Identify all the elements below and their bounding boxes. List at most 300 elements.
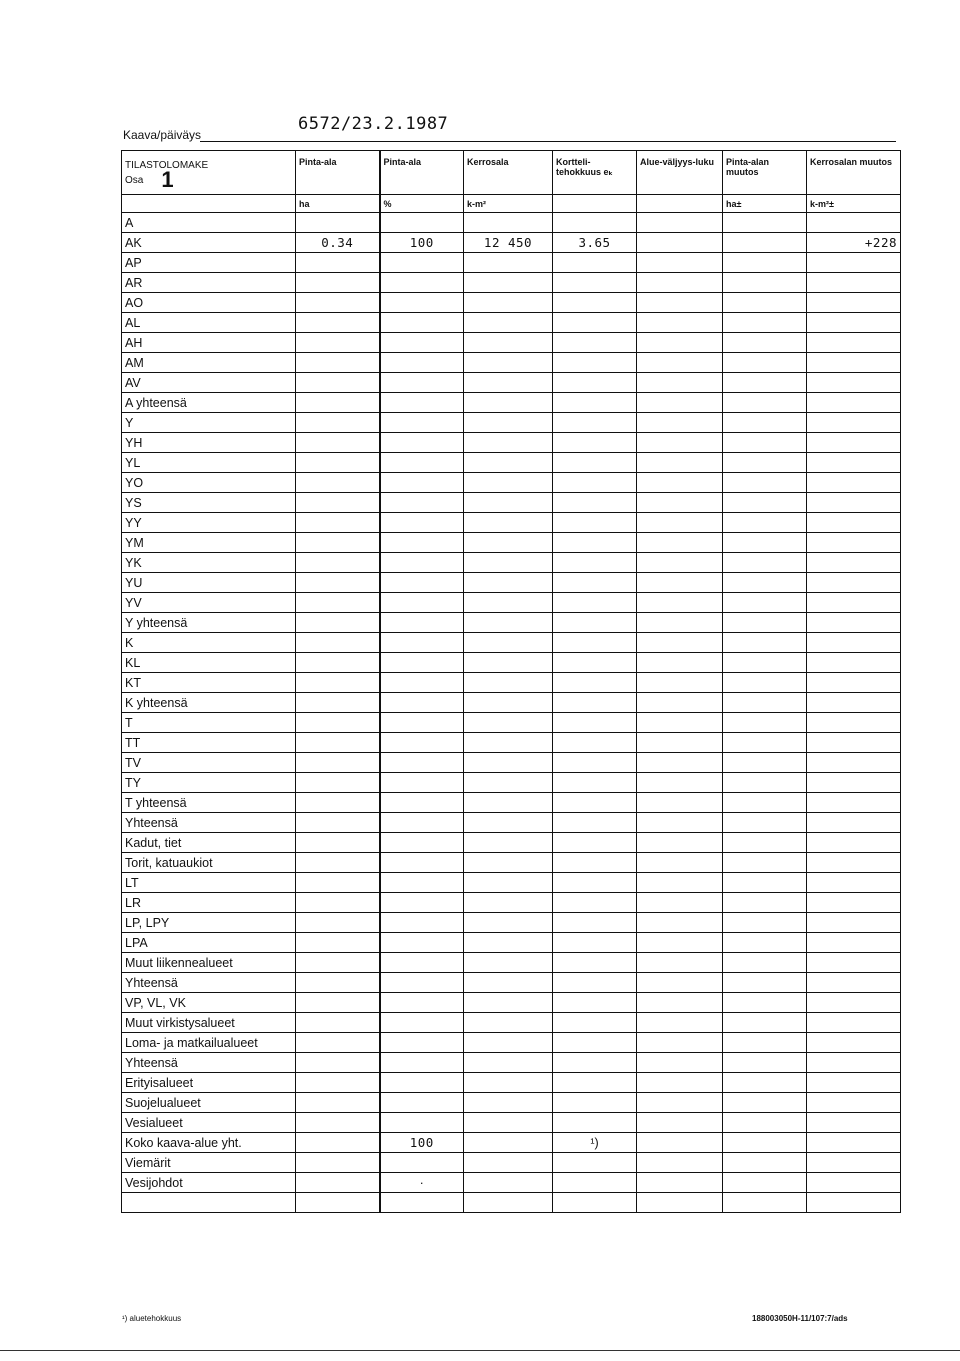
value-cell	[807, 333, 901, 353]
value-cell	[296, 473, 380, 493]
value-cell	[380, 893, 464, 913]
value-cell	[723, 453, 807, 473]
column-header: Kerrosalan muutos	[807, 151, 901, 195]
value-cell	[380, 253, 464, 273]
value-cell	[723, 253, 807, 273]
value-cell	[723, 533, 807, 553]
value-cell	[807, 933, 901, 953]
value-cell	[553, 213, 637, 233]
value-cell	[553, 913, 637, 933]
value-cell	[637, 893, 723, 913]
table-row	[122, 953, 901, 973]
value-cell: 100	[380, 1133, 464, 1153]
table-row	[122, 973, 901, 993]
value-cell	[723, 593, 807, 613]
value-cell	[464, 1133, 553, 1153]
value-cell	[637, 1013, 723, 1033]
value-cell	[464, 833, 553, 853]
value-cell	[296, 713, 380, 733]
table-row	[122, 1153, 901, 1173]
table-row	[122, 373, 901, 393]
value-cell	[723, 1073, 807, 1093]
value-cell	[380, 873, 464, 893]
row-label: Yhteensä	[122, 1053, 296, 1073]
value-cell	[723, 553, 807, 573]
value-cell	[807, 1033, 901, 1053]
value-cell	[553, 653, 637, 673]
value-cell	[637, 913, 723, 933]
column-header: Kortteli-tehokkuus eₖ	[553, 151, 637, 195]
value-cell	[464, 633, 553, 653]
value-cell	[553, 593, 637, 613]
value-cell	[464, 393, 553, 413]
value-cell	[296, 573, 380, 593]
table-row	[122, 873, 901, 893]
unit-cell	[122, 195, 296, 213]
table-row	[122, 673, 901, 693]
value-cell	[637, 493, 723, 513]
value-cell	[807, 813, 901, 833]
value-cell	[807, 833, 901, 853]
value-cell	[380, 313, 464, 333]
row-label: Loma- ja matkailualueet	[122, 1033, 296, 1053]
table-row	[122, 393, 901, 413]
value-cell	[464, 1153, 553, 1173]
value-cell	[380, 333, 464, 353]
value-cell	[380, 993, 464, 1013]
value-cell	[807, 413, 901, 433]
value-cell	[723, 293, 807, 313]
table-row	[122, 853, 901, 873]
value-cell	[380, 1153, 464, 1173]
row-label	[122, 1193, 296, 1213]
value-cell	[380, 1113, 464, 1133]
value-cell	[553, 1073, 637, 1093]
row-label: KT	[122, 673, 296, 693]
value-cell	[807, 293, 901, 313]
value-cell	[723, 393, 807, 413]
footnote: ¹) aluetehokkuus	[122, 1314, 182, 1323]
value-cell: ¹)	[553, 1133, 637, 1153]
value-cell: +228	[807, 233, 901, 253]
table-row	[122, 313, 901, 333]
value-cell	[296, 853, 380, 873]
value-cell	[553, 793, 637, 813]
value-cell	[637, 713, 723, 733]
value-cell	[380, 833, 464, 853]
value-cell	[380, 453, 464, 473]
value-cell	[807, 593, 901, 613]
value-cell	[723, 413, 807, 433]
value-cell	[723, 793, 807, 813]
row-label: AK	[122, 233, 296, 253]
value-cell	[807, 893, 901, 913]
value-cell	[637, 813, 723, 833]
unit-cell: %	[380, 195, 464, 213]
value-cell	[637, 853, 723, 873]
unit-cell: k-m²±	[807, 195, 901, 213]
value-cell	[553, 433, 637, 453]
table-row	[122, 1013, 901, 1033]
row-label: LPA	[122, 933, 296, 953]
value-cell	[807, 1093, 901, 1113]
table-row	[122, 913, 901, 933]
value-cell	[464, 293, 553, 313]
value-cell	[380, 973, 464, 993]
value-cell	[464, 473, 553, 493]
table-row	[122, 773, 901, 793]
value-cell	[296, 1113, 380, 1133]
table-row	[122, 1113, 901, 1133]
value-cell	[380, 293, 464, 313]
value-cell	[723, 853, 807, 873]
row-label: Koko kaava-alue yht.	[122, 1133, 296, 1153]
value-cell	[464, 713, 553, 733]
value-cell	[296, 533, 380, 553]
value-cell	[807, 953, 901, 973]
value-cell	[723, 493, 807, 513]
value-cell	[807, 1153, 901, 1173]
osa-label: Osa	[125, 175, 144, 186]
value-cell	[723, 473, 807, 493]
table-row	[122, 253, 901, 273]
value-cell	[553, 993, 637, 1013]
value-cell	[380, 773, 464, 793]
value-cell	[637, 833, 723, 853]
value-cell	[553, 1113, 637, 1133]
value-cell	[807, 573, 901, 593]
value-cell	[723, 573, 807, 593]
table-row	[122, 213, 901, 233]
value-cell	[723, 1173, 807, 1193]
table-row	[122, 693, 901, 713]
table-row	[122, 593, 901, 613]
value-cell	[464, 813, 553, 833]
row-label: AO	[122, 293, 296, 313]
value-cell	[553, 853, 637, 873]
value-cell	[380, 373, 464, 393]
value-cell	[637, 733, 723, 753]
value-cell	[637, 413, 723, 433]
unit-cell: ha±	[723, 195, 807, 213]
row-label: TY	[122, 773, 296, 793]
value-cell	[637, 333, 723, 353]
value-cell	[807, 653, 901, 673]
row-label: A	[122, 213, 296, 233]
value-cell	[464, 1113, 553, 1133]
table-row	[122, 1093, 901, 1113]
value-cell	[553, 273, 637, 293]
value-cell	[296, 313, 380, 333]
value-cell	[637, 373, 723, 393]
row-label: A yhteensä	[122, 393, 296, 413]
value-cell	[296, 1193, 380, 1213]
table-row	[122, 813, 901, 833]
value-cell	[296, 453, 380, 473]
value-cell	[296, 553, 380, 573]
value-cell	[553, 1093, 637, 1113]
value-cell	[807, 1073, 901, 1093]
row-label: YK	[122, 553, 296, 573]
value-cell	[380, 633, 464, 653]
value-cell	[380, 853, 464, 873]
value-cell	[637, 773, 723, 793]
value-cell	[553, 493, 637, 513]
row-label: YL	[122, 453, 296, 473]
value-cell	[723, 713, 807, 733]
row-label: Viemärit	[122, 1153, 296, 1173]
value-cell	[553, 1153, 637, 1173]
value-cell	[807, 1113, 901, 1133]
value-cell	[807, 553, 901, 573]
row-label: YU	[122, 573, 296, 593]
value-cell	[807, 633, 901, 653]
value-cell	[553, 833, 637, 853]
value-cell	[723, 1153, 807, 1173]
value-cell	[807, 473, 901, 493]
row-label: AH	[122, 333, 296, 353]
value-cell	[380, 513, 464, 533]
value-cell	[807, 1173, 901, 1193]
value-cell	[464, 693, 553, 713]
value-cell	[553, 373, 637, 393]
value-cell	[464, 433, 553, 453]
table-row	[122, 533, 901, 553]
value-cell	[723, 913, 807, 933]
value-cell	[464, 973, 553, 993]
value-cell	[464, 613, 553, 633]
value-cell	[723, 373, 807, 393]
row-label: YO	[122, 473, 296, 493]
value-cell	[723, 753, 807, 773]
value-cell	[464, 1013, 553, 1033]
value-cell	[637, 573, 723, 593]
value-cell	[464, 893, 553, 913]
value-cell	[723, 953, 807, 973]
value-cell	[807, 513, 901, 533]
row-label: LR	[122, 893, 296, 913]
statistics-form-table	[121, 150, 901, 1213]
value-cell	[380, 1053, 464, 1073]
value-cell	[464, 853, 553, 873]
table-row	[122, 1053, 901, 1073]
value-cell	[464, 593, 553, 613]
value-cell	[553, 513, 637, 533]
value-cell	[723, 433, 807, 453]
value-cell	[380, 733, 464, 753]
row-label: Yhteensä	[122, 973, 296, 993]
value-cell	[723, 513, 807, 533]
value-cell	[807, 733, 901, 753]
value-cell	[807, 973, 901, 993]
column-header: Pinta-ala	[380, 151, 464, 195]
table-row	[122, 733, 901, 753]
value-cell	[723, 233, 807, 253]
value-cell	[807, 493, 901, 513]
table-row	[122, 573, 901, 593]
value-cell	[464, 253, 553, 273]
value-cell	[807, 433, 901, 453]
value-cell	[380, 493, 464, 513]
value-cell	[380, 573, 464, 593]
table-row	[122, 473, 901, 493]
value-cell	[723, 1193, 807, 1213]
table-row	[122, 833, 901, 853]
value-cell	[723, 733, 807, 753]
value-cell	[723, 773, 807, 793]
value-cell	[553, 313, 637, 333]
value-cell	[553, 953, 637, 973]
value-cell	[464, 913, 553, 933]
row-label: AL	[122, 313, 296, 333]
value-cell	[464, 953, 553, 973]
value-cell	[723, 653, 807, 673]
value-cell	[807, 713, 901, 733]
form-code: 188003050H-11/107:7/ads	[752, 1314, 848, 1323]
value-cell	[807, 693, 901, 713]
value-cell	[637, 253, 723, 273]
table-row	[122, 993, 901, 1013]
value-cell	[553, 1193, 637, 1213]
value-cell	[464, 313, 553, 333]
value-cell	[380, 533, 464, 553]
value-cell: ·	[380, 1173, 464, 1193]
table-row	[122, 1133, 901, 1153]
value-cell	[553, 1173, 637, 1193]
value-cell	[296, 813, 380, 833]
value-cell	[553, 933, 637, 953]
value-cell	[296, 753, 380, 773]
value-cell	[380, 353, 464, 373]
value-cell	[637, 753, 723, 773]
column-header: Pinta-ala	[296, 151, 380, 195]
value-cell	[380, 413, 464, 433]
table-row	[122, 793, 901, 813]
form-title-cell	[122, 151, 296, 195]
value-cell	[553, 293, 637, 313]
value-cell	[637, 873, 723, 893]
value-cell	[380, 693, 464, 713]
value-cell	[553, 473, 637, 493]
value-cell	[464, 793, 553, 813]
value-cell	[807, 1133, 901, 1153]
row-label: LP, LPY	[122, 913, 296, 933]
value-cell	[380, 553, 464, 573]
value-cell	[637, 933, 723, 953]
value-cell	[464, 273, 553, 293]
table-row	[122, 633, 901, 653]
value-cell	[723, 633, 807, 653]
value-cell	[464, 453, 553, 473]
value-cell	[553, 813, 637, 833]
value-cell	[296, 413, 380, 433]
table-row	[122, 453, 901, 473]
table-row	[122, 293, 901, 313]
value-cell	[296, 373, 380, 393]
row-label: Erityisalueet	[122, 1073, 296, 1093]
value-cell	[553, 893, 637, 913]
value-cell	[637, 353, 723, 373]
row-label: Muut liikennealueet	[122, 953, 296, 973]
date-value: 6572/23.2.1987	[298, 114, 449, 134]
value-cell	[637, 1093, 723, 1113]
value-cell	[807, 1013, 901, 1033]
value-cell	[637, 393, 723, 413]
row-label: Suojelualueet	[122, 1093, 296, 1113]
value-cell	[464, 773, 553, 793]
value-cell	[723, 1013, 807, 1033]
value-cell	[296, 353, 380, 373]
value-cell	[553, 573, 637, 593]
value-cell	[553, 773, 637, 793]
value-cell	[464, 873, 553, 893]
value-cell	[807, 853, 901, 873]
value-cell	[296, 973, 380, 993]
value-cell	[553, 733, 637, 753]
value-cell	[807, 533, 901, 553]
value-cell	[296, 793, 380, 813]
value-cell	[464, 553, 553, 573]
column-header: Kerrosala	[464, 151, 553, 195]
value-cell	[637, 273, 723, 293]
table-row	[122, 1193, 901, 1213]
value-cell	[296, 1093, 380, 1113]
value-cell	[723, 693, 807, 713]
column-header: Alue-väljyys-luku	[637, 151, 723, 195]
value-cell	[637, 793, 723, 813]
value-cell	[296, 393, 380, 413]
row-label: K yhteensä	[122, 693, 296, 713]
value-cell	[296, 993, 380, 1013]
table-row	[122, 493, 901, 513]
value-cell	[807, 773, 901, 793]
value-cell	[723, 673, 807, 693]
value-cell	[296, 433, 380, 453]
value-cell	[464, 513, 553, 533]
value-cell	[553, 393, 637, 413]
value-cell: 3.65	[553, 233, 637, 253]
value-cell	[553, 533, 637, 553]
value-cell	[380, 393, 464, 413]
value-cell	[380, 793, 464, 813]
value-cell	[723, 1113, 807, 1133]
table-row	[122, 333, 901, 353]
value-cell	[296, 513, 380, 533]
value-cell	[637, 213, 723, 233]
unit-cell	[637, 195, 723, 213]
row-label: Yhteensä	[122, 813, 296, 833]
value-cell	[723, 833, 807, 853]
table-row	[122, 933, 901, 953]
value-cell	[723, 1093, 807, 1113]
value-cell	[637, 233, 723, 253]
value-cell	[637, 693, 723, 713]
value-cell	[296, 593, 380, 613]
value-cell	[637, 973, 723, 993]
value-cell	[464, 1073, 553, 1093]
value-cell	[807, 353, 901, 373]
value-cell	[807, 673, 901, 693]
value-cell	[637, 953, 723, 973]
unit-cell: ha	[296, 195, 380, 213]
value-cell	[464, 373, 553, 393]
date-underline	[200, 141, 896, 142]
value-cell: 0.34	[296, 233, 380, 253]
table-row	[122, 893, 901, 913]
value-cell	[637, 1113, 723, 1133]
value-cell	[637, 513, 723, 533]
value-cell: 100	[380, 233, 464, 253]
